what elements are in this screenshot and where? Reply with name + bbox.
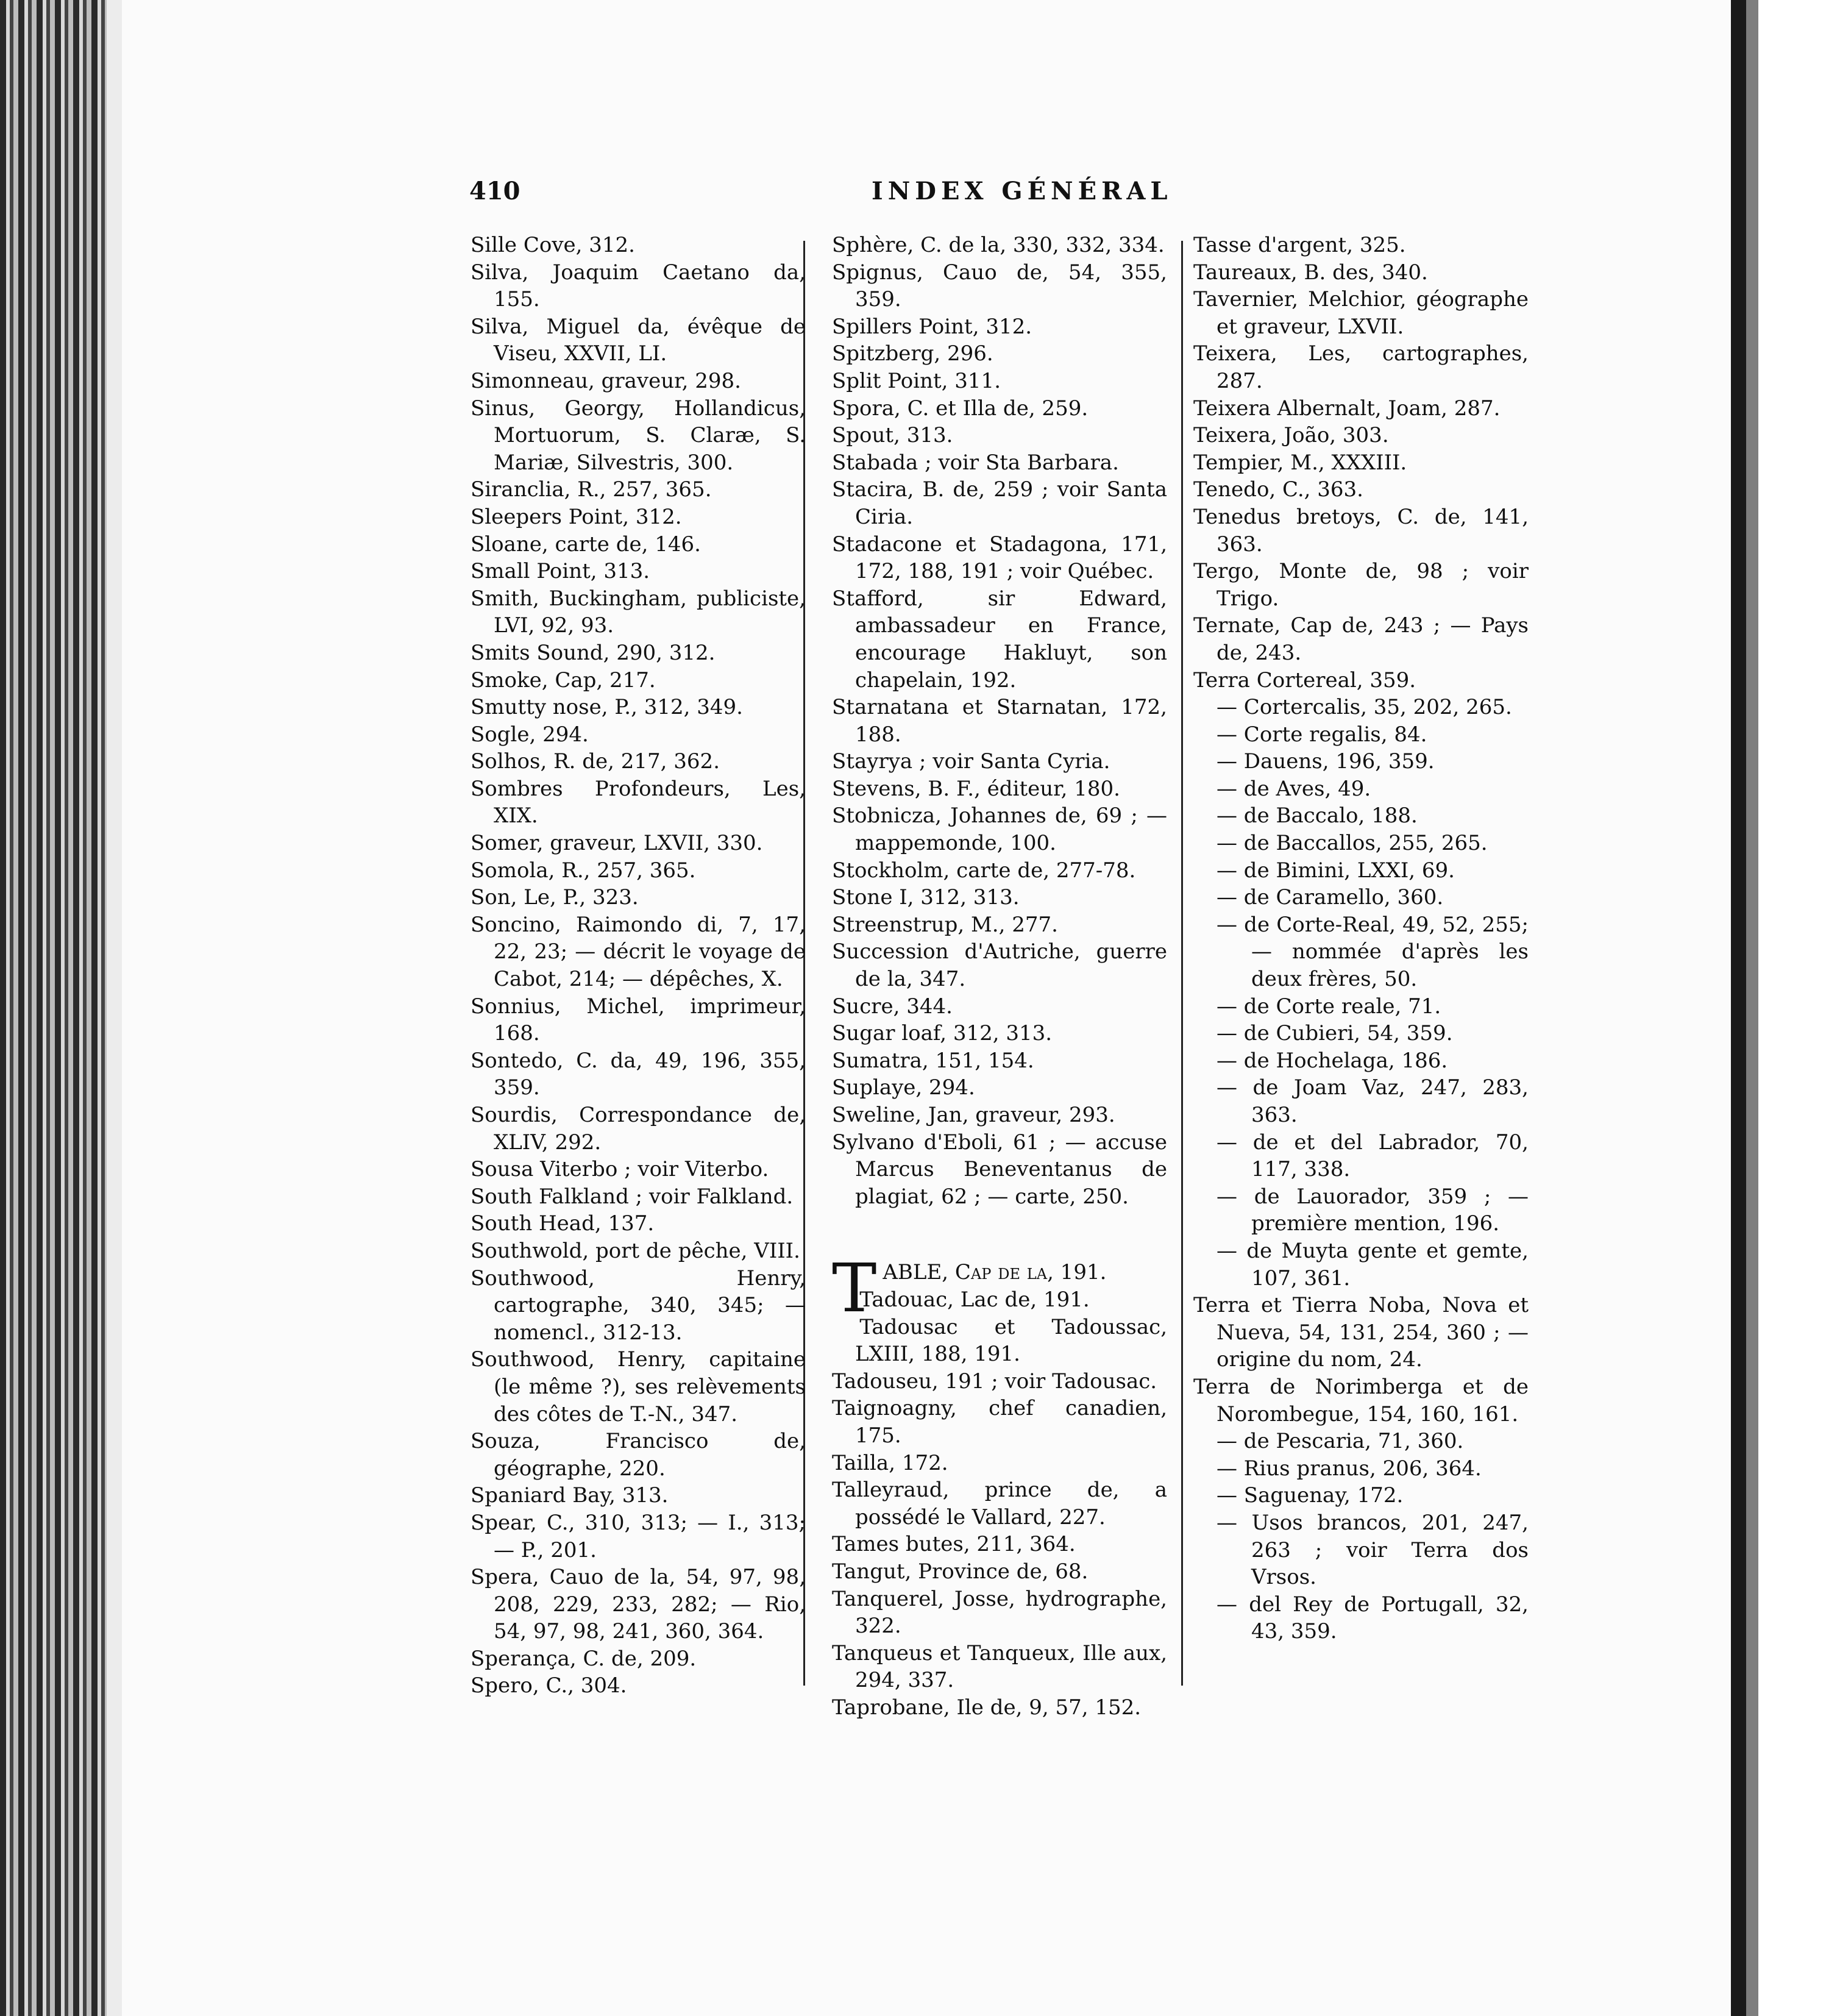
index-entry: Sylvano d'Eboli, 61 ; — accuse Marcus Beneventanus de plagiat, 62 ; — carte, 250.	[832, 1130, 1167, 1209]
index-entry: Succession d'Autriche, guerre de la, 347.	[832, 939, 1167, 992]
index-entry: Sousa Viterbo ; voir Viterbo.	[471, 1157, 769, 1182]
index-entry: Stockholm, carte de, 277-78.	[832, 858, 1136, 883]
index-entry: Streenstrup, M., 277.	[832, 912, 1058, 937]
running-head: INDEX GÉNÉRAL	[872, 177, 1173, 205]
index-entry: Tadousac et Tadoussac, LXIII, 188, 191.	[855, 1314, 1167, 1367]
index-entry: Sogle, 294.	[471, 722, 589, 747]
index-entry: Sleepers Point, 312.	[471, 504, 682, 529]
index-entry: Sille Cove, 312.	[471, 233, 635, 257]
index-entry: Son, Le, P., 323.	[471, 885, 639, 910]
index-entry: — de Caramello, 360.	[1217, 885, 1444, 910]
index-entry: — de Bimini, LXXI, 69.	[1217, 858, 1455, 883]
index-entry: Southwold, port de pêche, VIII.	[471, 1238, 800, 1263]
index-entry: Siranclia, R., 257, 365.	[471, 477, 712, 502]
index-entry: Sloane, carte de, 146.	[471, 532, 701, 557]
index-entry: Stevens, B. F., éditeur, 180.	[832, 776, 1120, 801]
index-entry: Sumatra, 151, 154.	[832, 1048, 1034, 1073]
index-entry: Sphère, C. de la, 330, 332, 334.	[832, 233, 1165, 257]
index-entry: Sweline, Jan, graveur, 293.	[832, 1103, 1115, 1127]
index-entry: TABLE, Cap de la, 191.	[832, 1249, 1107, 1328]
index-entry: Split Point, 311.	[832, 368, 1001, 393]
section-gap	[832, 1210, 1167, 1259]
index-entry: — Usos brancos, 201, 247, 263 ; voir Terra dos Vrsos.	[1217, 1510, 1529, 1590]
index-entry: Stayrya ; voir Santa Cyria.	[832, 749, 1110, 774]
index-entry: Stafford, sir Edward, ambassadeur en France, encourage Hakluyt, son chapelain, 192.	[832, 586, 1167, 693]
index-entry: Suplaye, 294.	[832, 1075, 975, 1100]
index-entry: Terra Cortereal, 359.	[1193, 668, 1416, 693]
index-entry: — Rius pranus, 206, 364.	[1217, 1456, 1482, 1481]
index-entry: Tempier, M., XXXIII.	[1193, 450, 1407, 475]
index-entry: South Falkland ; voir Falkland.	[471, 1184, 794, 1209]
index-entry: — de Lauorador, 359 ; — première mention, 196.	[1217, 1184, 1529, 1236]
index-entry: Souza, Francisco de, géographe, 220.	[471, 1429, 806, 1481]
index-entry: — Dauens, 196, 359.	[1217, 749, 1435, 774]
index-entry: Stone I, 312, 313.	[832, 885, 1020, 910]
index-entry: — de Baccallos, 255, 265.	[1217, 831, 1488, 856]
index-entry: Starnatana et Starnatan, 172, 188.	[832, 695, 1167, 747]
index-entry: Spignus, Cauo de, 54, 355, 359.	[832, 260, 1167, 312]
index-entry: — de Joam Vaz, 247, 283, 363.	[1217, 1075, 1529, 1127]
index-entry: Taureaux, B. des, 340.	[1193, 260, 1428, 285]
index-entry: Solhos, R. de, 217, 362.	[471, 749, 720, 774]
index-entry: Smutty nose, P., 312, 349.	[471, 695, 743, 720]
index-entry: Sourdis, Correspondance de, XLIV, 292.	[471, 1103, 806, 1155]
index-entry: Ternate, Cap de, 243 ; — Pays de, 243.	[1193, 613, 1529, 665]
index-entry: Southwood, Henry, capitaine (le même ?), ses relèvements des côtes de T.-N., 347.	[471, 1347, 806, 1427]
page-header	[469, 177, 1585, 213]
index-entry: — de Muyta gente et gemte, 107, 361.	[1217, 1238, 1529, 1291]
index-entry: Tergo, Monte de, 98 ; voir Trigo.	[1193, 559, 1529, 611]
index-entry: Stobnicza, Johannes de, 69 ; — mappemonde, 100.	[832, 803, 1167, 856]
index-entry: Tadouseu, 191 ; voir Tadousac.	[832, 1369, 1157, 1394]
index-entry: Sinus, Georgy, Hollandicus, Mortuorum, S. Claræ, S. Mariæ, Silvestris, 300.	[471, 396, 806, 475]
index-entry: Terra de Norimberga et de Norombegue, 154, 160, 161.	[1193, 1374, 1529, 1427]
index-entry: South Head, 137.	[471, 1211, 655, 1236]
index-entry: Sombres Profondeurs, Les, XIX.	[471, 776, 806, 828]
index-entry: Smoke, Cap, 217.	[471, 668, 656, 693]
index-entry: Tames butes, 211, 364.	[832, 1532, 1076, 1557]
index-entry: Sucre, 344.	[832, 994, 953, 1019]
index-entry: Terra et Tierra Noba, Nova et Nueva, 54, 131, 254, 360 ; — origine du nom, 24.	[1193, 1293, 1529, 1372]
index-entry: — del Rey de Portugall, 32, 43, 359.	[1217, 1592, 1529, 1644]
index-entry: Simonneau, graveur, 298.	[471, 368, 741, 393]
index-entry: Spera, Cauo de la, 54, 97, 98, 208, 229, 233, 282; — Rio, 54, 97, 98, 241, 360, 364.	[471, 1565, 806, 1644]
index-entry: Tenedo, C., 363.	[1193, 477, 1363, 502]
index-entry: Stabada ; voir Sta Barbara.	[832, 450, 1119, 475]
index-entry: — de Corte-Real, 49, 52, 255; — nommée d'après les deux frères, 50.	[1217, 912, 1529, 992]
index-entry: Teixera, João, 303.	[1193, 423, 1389, 448]
index-entry: Tailla, 172.	[832, 1450, 948, 1475]
index-entry: Somola, R., 257, 365.	[471, 858, 696, 883]
index-entry: Teixera Albernalt, Joam, 287.	[1193, 396, 1501, 421]
index-entry: — de Pescaria, 71, 360.	[1217, 1429, 1464, 1454]
index-entry: Smits Sound, 290, 312.	[471, 640, 716, 665]
index-entry: Soncino, Raimondo di, 7, 17, 22, 23; — décrit le voyage de Cabot, 214; — dépêches, X.	[471, 912, 806, 992]
index-entry: — de Hochelaga, 186.	[1217, 1048, 1448, 1073]
index-entry: Spora, C. et Illa de, 259.	[832, 396, 1089, 421]
index-column-2	[832, 232, 1167, 1721]
index-entry: Sperança, C. de, 209.	[471, 1646, 697, 1671]
index-entry: — Saguenay, 172.	[1217, 1483, 1404, 1508]
index-entry: Silva, Joaquim Caetano da, 155.	[471, 260, 806, 312]
index-entry: Somer, graveur, LXVII, 330.	[471, 831, 763, 856]
index-entry: Spaniard Bay, 313.	[471, 1483, 669, 1508]
index-entry: Taprobane, Ile de, 9, 57, 152.	[832, 1695, 1142, 1720]
index-entry: — de Aves, 49.	[1217, 776, 1371, 801]
index-entry: Spear, C., 310, 313; — I., 313; — P., 201.	[471, 1510, 806, 1562]
index-entry: Sonnius, Michel, imprimeur, 168.	[471, 994, 806, 1046]
index-entry: — de Cubieri, 54, 359.	[1217, 1021, 1453, 1046]
index-entry: Taignoagny, chef canadien, 175.	[832, 1396, 1167, 1448]
index-entry: — Corte regalis, 84.	[1217, 722, 1427, 747]
index-entry: — de et del Labrador, 70, 117, 338.	[1217, 1130, 1529, 1182]
index-entry: Sugar loaf, 312, 313.	[832, 1021, 1053, 1046]
index-entry: Talleyraud, prince de, a possédé le Vallard, 227.	[832, 1478, 1167, 1530]
index-entry: Tangut, Province de, 68.	[832, 1559, 1089, 1584]
index-column-3	[1193, 232, 1529, 1645]
index-entry: Tasse d'argent, 325.	[1193, 233, 1406, 257]
index-entry: Tenedus bretoys, C. de, 141, 363.	[1193, 504, 1529, 557]
index-entry: Silva, Miguel da, évêque de Viseu, XXVII, LI.	[471, 314, 806, 366]
index-entry: Spitzberg, 296.	[832, 341, 993, 366]
index-entry: — de Corte reale, 71.	[1217, 994, 1441, 1019]
index-entry: Tanqueus et Tanqueux, Ille aux, 294, 337.	[832, 1640, 1167, 1693]
index-entry: Southwood, Henry, cartographe, 340, 345; — nomencl., 312-13.	[471, 1266, 806, 1345]
page-number: 410	[469, 177, 520, 205]
index-entry: Spillers Point, 312.	[832, 314, 1032, 339]
index-entry: Tanquerel, Josse, hydrographe, 322.	[832, 1586, 1167, 1639]
book-page-edges	[0, 0, 122, 2016]
index-entry: — de Baccalo, 188.	[1217, 803, 1418, 828]
index-entry: Teixera, Les, cartographes, 287.	[1193, 341, 1529, 393]
column-rule	[1181, 241, 1183, 1686]
index-entry: Stadacone et Stadagona, 171, 172, 188, 191 ; voir Québec.	[832, 532, 1167, 584]
index-entry: Spero, C., 304.	[471, 1673, 627, 1698]
index-entry: Smith, Buckingham, publiciste, LVI, 92, 93.	[471, 586, 806, 638]
index-entry: Tavernier, Melchior, géographe et graveur, LXVII.	[1193, 287, 1529, 339]
right-background	[1731, 0, 1840, 2016]
drop-cap: T	[832, 1249, 877, 1328]
index-entry: Stacira, B. de, 259 ; voir Santa Ciria.	[832, 477, 1167, 529]
index-entry: Spout, 313.	[832, 423, 953, 448]
index-entry: Small Point, 313.	[471, 559, 650, 584]
index-entry: Tadouac, Lac de, 191.	[859, 1287, 1090, 1312]
index-entry: — Cortercalis, 35, 202, 265.	[1217, 695, 1512, 720]
index-entry: Sontedo, C. da, 49, 196, 355, 359.	[471, 1048, 806, 1100]
index-column-1	[471, 232, 806, 1700]
